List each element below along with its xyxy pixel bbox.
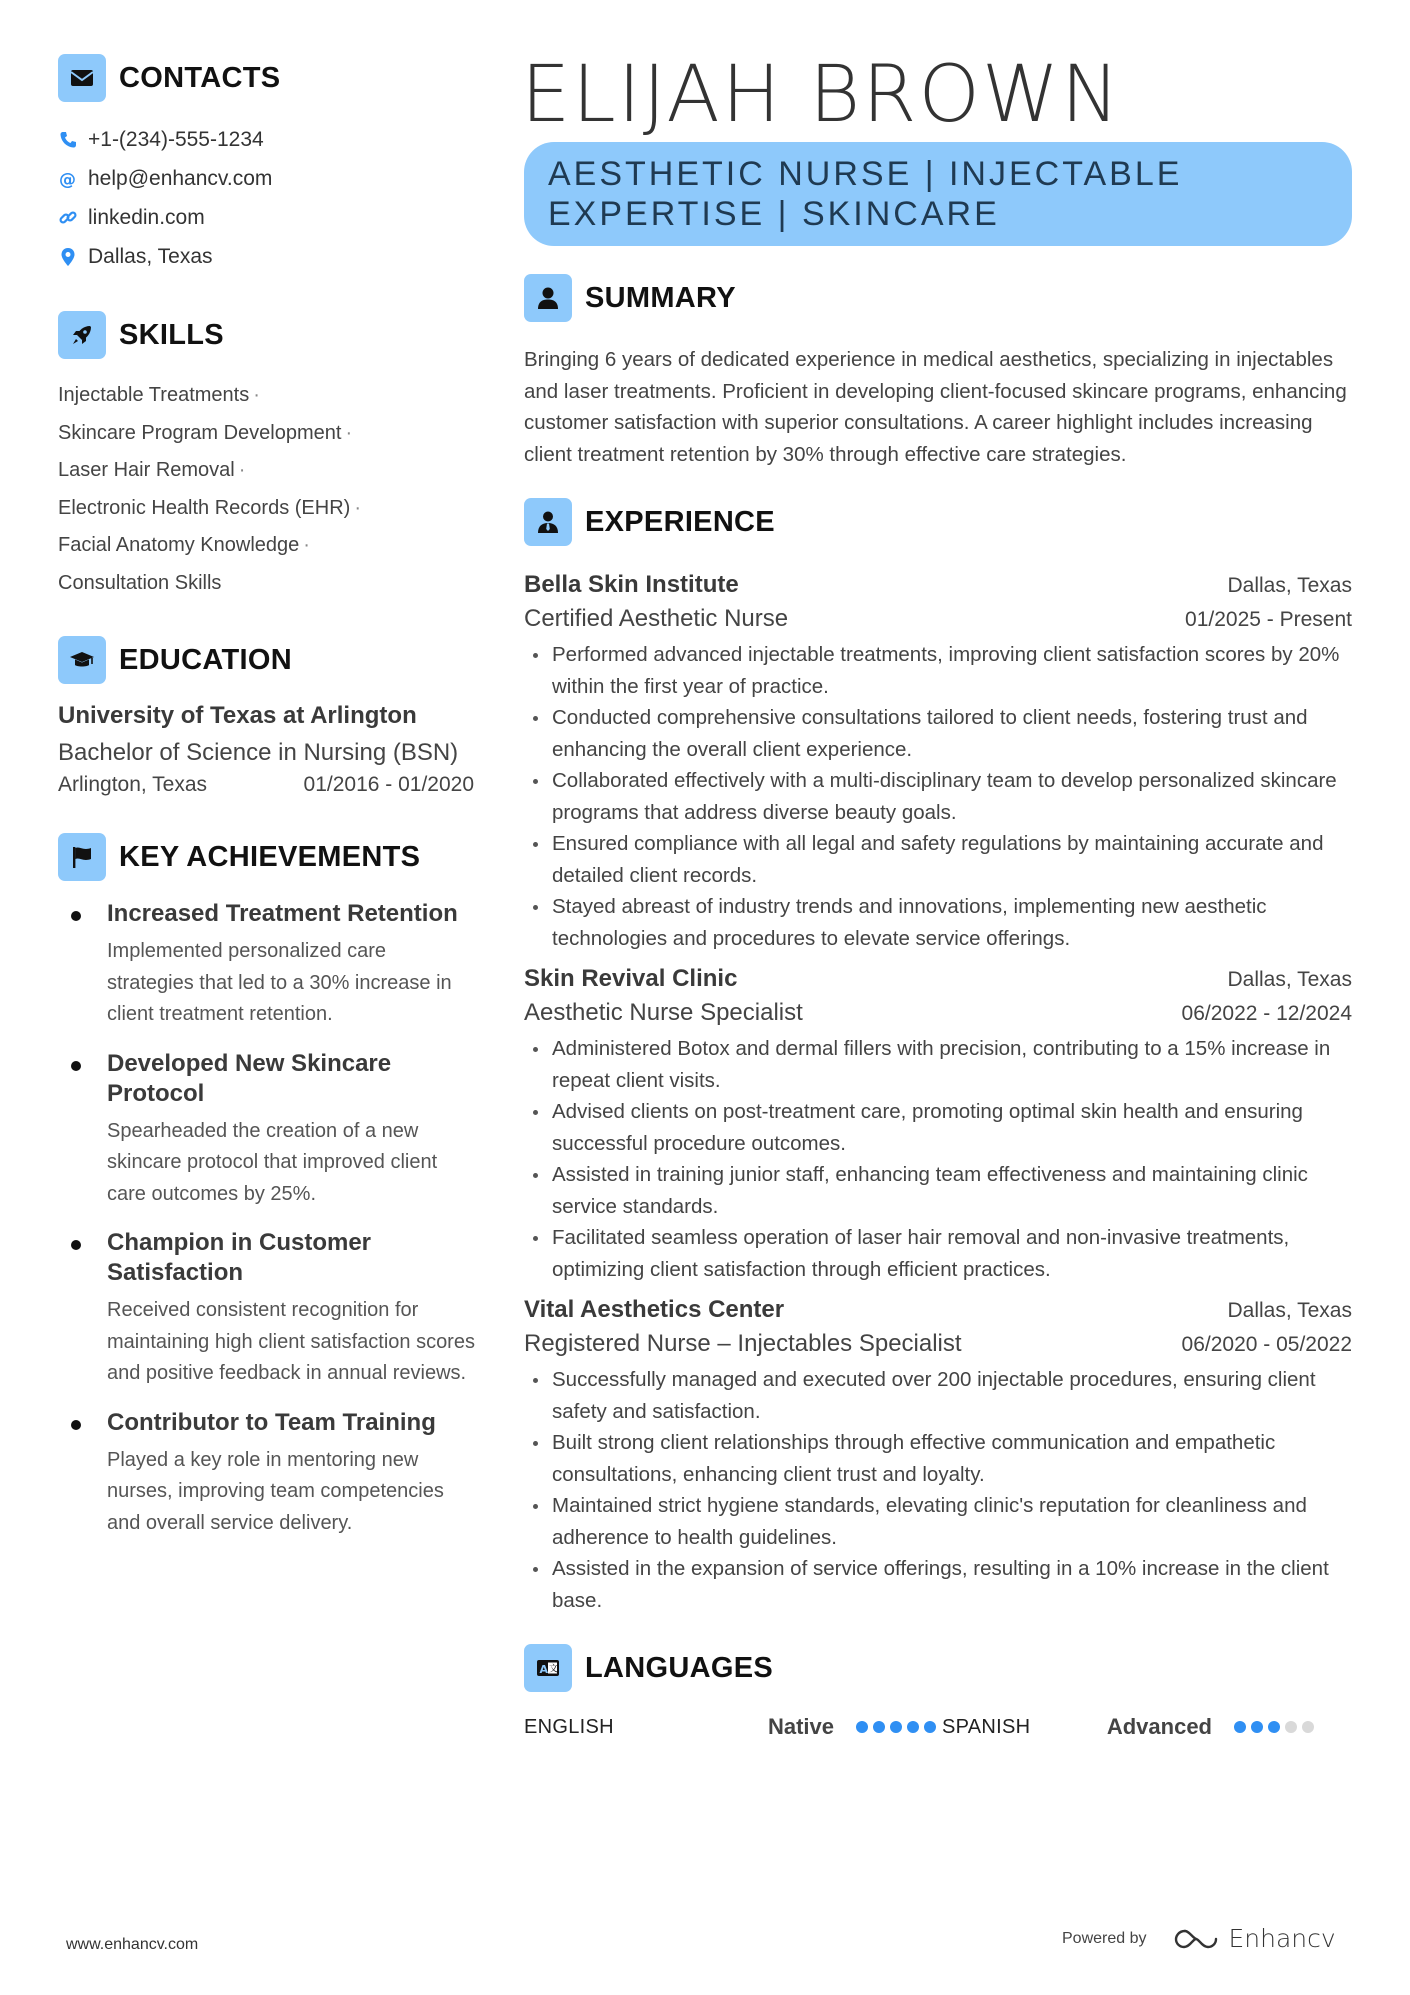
achievements-header — [58, 833, 478, 881]
job-bullet: Advised clients on post-treatment care, promoting optimal skin health and ensuring successful procedure outcomes. — [524, 1096, 1352, 1159]
contact-link[interactable] — [58, 198, 478, 237]
job-bullet: Ensured compliance with all legal and safety regulations by maintaining accurate and detailed client records. — [524, 828, 1352, 891]
contacts-header — [58, 54, 478, 102]
job-bullet: Performed advanced injectable treatments, improving client satisfaction scores by 20% within the first year of practice. — [524, 639, 1352, 702]
achievement-title: Increased Treatment Retention — [107, 900, 458, 927]
achievements-heading: KEY ACHIEVEMENTS — [119, 840, 421, 873]
rating-dot-filled — [1234, 1721, 1246, 1733]
education-dates: 01/2016 - 01/2020 — [303, 773, 474, 796]
job-bullet: Collaborated effectively with a multi-disciplinary team to develop personalized skincare programs that address diverse beauty goals. — [524, 765, 1352, 828]
education-header — [58, 636, 478, 684]
headline-line: EXPERTISE | SKINCARE — [548, 195, 1000, 233]
job-role: Aesthetic Nurse Specialist — [524, 999, 803, 1026]
job-bullets — [524, 1033, 1352, 1285]
contact-email[interactable] — [58, 159, 478, 198]
job-location: Dallas, Texas — [1227, 574, 1352, 597]
job-entry — [524, 1293, 1352, 1616]
svg-text:文: 文 — [549, 1664, 559, 1675]
job-entry — [524, 962, 1352, 1285]
rating-dot-filled — [890, 1721, 902, 1733]
job-company: Skin Revival Clinic — [524, 965, 738, 992]
education-meta — [58, 773, 474, 797]
summary-heading: SUMMARY — [585, 281, 736, 314]
rating-dot-empty — [1285, 1721, 1297, 1733]
language-level: Native — [767, 1714, 834, 1739]
language-level: Advanced — [1106, 1714, 1212, 1739]
education-entry — [58, 702, 478, 797]
job-bullet: Maintained strict hygiene standards, elevating clinic's reputation for cleanliness and adherence to health guidelines. — [524, 1490, 1352, 1553]
education-degree: Bachelor of Science in Nursing (BSN) — [58, 739, 459, 766]
contact-phone[interactable] — [58, 120, 478, 159]
rating-dot-filled — [873, 1721, 885, 1733]
summary-text: Bringing 6 years of dedicated experience in medical aesthetics, specializing in injectables and laser treatments. Proficient in developing client-focused skincare programs, enhancing customer satisfaction with superior consultations. A career highlight includes increasing client treatment retention by 30% through effective care strategies. — [524, 348, 1347, 466]
skill-item: Consultation Skills — [58, 571, 222, 594]
phone-text: +1-(234)-555-1234 — [88, 127, 264, 151]
skills-list — [58, 377, 478, 602]
language-name: SPANISH — [942, 1715, 1031, 1738]
brand-name: Enhancv — [1228, 1924, 1336, 1953]
job-bullet: Administered Botox and dermal fillers with precision, contributing to a 15% increase in repeat client visits. — [524, 1033, 1352, 1096]
language-rating — [1234, 1721, 1314, 1733]
contact-location — [58, 237, 478, 276]
language-icon — [524, 1644, 572, 1692]
achievement-title: Developed New Skincare Protocol — [107, 1049, 392, 1107]
envelope-icon — [58, 54, 106, 102]
contact-list — [58, 120, 478, 276]
email-text: help@enhancv.com — [88, 166, 273, 190]
rating-dot-filled — [856, 1721, 868, 1733]
achievement-title: Contributor to Team Training — [107, 1408, 436, 1436]
powered-by-text: Powered by — [1062, 1929, 1147, 1947]
job-bullet: Successfully managed and executed over 200 injectable procedures, ensuring client safety and satisfaction. — [524, 1364, 1352, 1427]
job-bullet: Built strong client relationships through effective communication and empathetic consultations, enhancing client trust and loyalty. — [524, 1427, 1352, 1490]
summary-header — [524, 274, 1352, 322]
candidate-name: ELIJAH BROWN — [521, 50, 1122, 140]
education-school: University of Texas at Arlington — [58, 702, 417, 729]
job-bullets — [524, 1364, 1352, 1616]
job-bullet: Assisted in the expansion of service offerings, resulting in a 10% increase in the client base. — [524, 1553, 1352, 1616]
job-company: Bella Skin Institute — [524, 571, 739, 598]
skill-item: Electronic Health Records (EHR) · — [58, 496, 361, 519]
language-item — [524, 1714, 938, 1740]
languages-heading: LANGUAGES — [585, 1651, 773, 1684]
education-heading: EDUCATION — [119, 643, 292, 676]
achievement-item — [58, 1049, 478, 1211]
headline-line: AESTHETIC NURSE | INJECTABLE — [548, 155, 1183, 193]
job-role: Certified Aesthetic Nurse — [524, 605, 789, 632]
achievement-desc: Implemented personalized care strategies that led to a 30% increase in client treatment retention. — [107, 940, 452, 1025]
job-bullet: Conducted comprehensive consultations tailored to client needs, fostering trust and enhancing the overall client experience. — [524, 702, 1352, 765]
skill-item: Injectable Treatments · — [58, 384, 260, 406]
footer-branding — [1062, 1924, 1336, 1953]
rating-dot-filled — [907, 1721, 919, 1733]
achievement-desc: Played a key role in mentoring new nurses, improving team competencies and overall service delivery. — [107, 1448, 444, 1534]
job-location: Dallas, Texas — [1227, 1299, 1352, 1322]
experience-heading: EXPERIENCE — [585, 505, 775, 538]
language-rating — [856, 1721, 936, 1733]
link-text: linkedin.com — [88, 205, 205, 229]
job-company: Vital Aesthetics Center — [524, 1296, 785, 1323]
flag-icon — [58, 833, 106, 881]
brand-logo[interactable] — [1173, 1924, 1336, 1953]
languages-header — [524, 1644, 1352, 1692]
footer-website[interactable]: www.enhancv.com — [66, 1936, 199, 1953]
job-dates: 01/2025 - Present — [1185, 608, 1352, 631]
skill-item: Facial Anatomy Knowledge · — [58, 534, 310, 556]
languages-list — [524, 1714, 1352, 1740]
education-location: Arlington, Texas — [58, 773, 208, 796]
left-column — [58, 54, 478, 1557]
rating-dot-empty — [1302, 1721, 1314, 1733]
rating-dot-filled — [924, 1721, 936, 1733]
job-bullet: Assisted in training junior staff, enhancing team effectiveness and maintaining clinic service standards. — [524, 1159, 1352, 1222]
achievement-item — [58, 899, 478, 1031]
rocket-icon — [58, 311, 106, 359]
language-name: ENGLISH — [524, 1715, 614, 1738]
achievement-desc: Received consistent recognition for maintaining high client satisfaction scores and positive feedback in annual reviews. — [107, 1299, 475, 1384]
rating-dot-filled — [1268, 1721, 1280, 1733]
right-column — [521, 50, 1352, 1740]
job-dates: 06/2020 - 05/2022 — [1181, 1333, 1352, 1356]
job-location: Dallas, Texas — [1227, 968, 1352, 991]
skill-item: Skincare Program Development · — [58, 421, 353, 444]
job-bullets — [524, 639, 1352, 954]
user-icon — [524, 274, 572, 322]
achievement-desc: Spearheaded the creation of a new skincare protocol that improved client care outcomes by 25%. — [107, 1119, 438, 1205]
location-text: Dallas, Texas — [88, 244, 213, 268]
experience-header — [524, 498, 1352, 546]
job-entry — [524, 568, 1352, 954]
phone-icon — [58, 130, 88, 150]
achievement-item — [58, 1228, 478, 1390]
headline-banner — [524, 142, 1352, 246]
job-bullet: Facilitated seamless operation of laser hair removal and non-invasive treatments, optimizing client satisfaction through efficient practices. — [524, 1222, 1352, 1285]
job-bullet: Stayed abreast of industry trends and innovations, implementing new aesthetic technologies and procedures to elevate service offerings. — [524, 891, 1352, 954]
link-icon — [58, 208, 88, 228]
svg-text:A: A — [539, 1663, 549, 1676]
achievement-title: Champion in Customer Satisfaction — [107, 1229, 372, 1286]
businessman-icon — [524, 498, 572, 546]
achievement-item — [58, 1408, 478, 1540]
achievements-list — [58, 899, 478, 1539]
enhancv-logo-icon — [1173, 1927, 1219, 1951]
contacts-heading: CONTACTS — [119, 61, 281, 94]
location-pin-icon — [58, 247, 88, 267]
rating-dot-filled — [1251, 1721, 1263, 1733]
job-dates: 06/2022 - 12/2024 — [1181, 1002, 1352, 1025]
at-sign-icon — [58, 169, 88, 189]
job-role: Registered Nurse – Injectables Specialist — [524, 1330, 962, 1357]
skill-item: Laser Hair Removal · — [58, 459, 246, 481]
graduation-cap-icon — [58, 636, 106, 684]
skills-header — [58, 311, 478, 359]
language-item — [938, 1714, 1352, 1740]
skills-heading: SKILLS — [119, 318, 224, 351]
svg-text:@: @ — [59, 169, 76, 189]
